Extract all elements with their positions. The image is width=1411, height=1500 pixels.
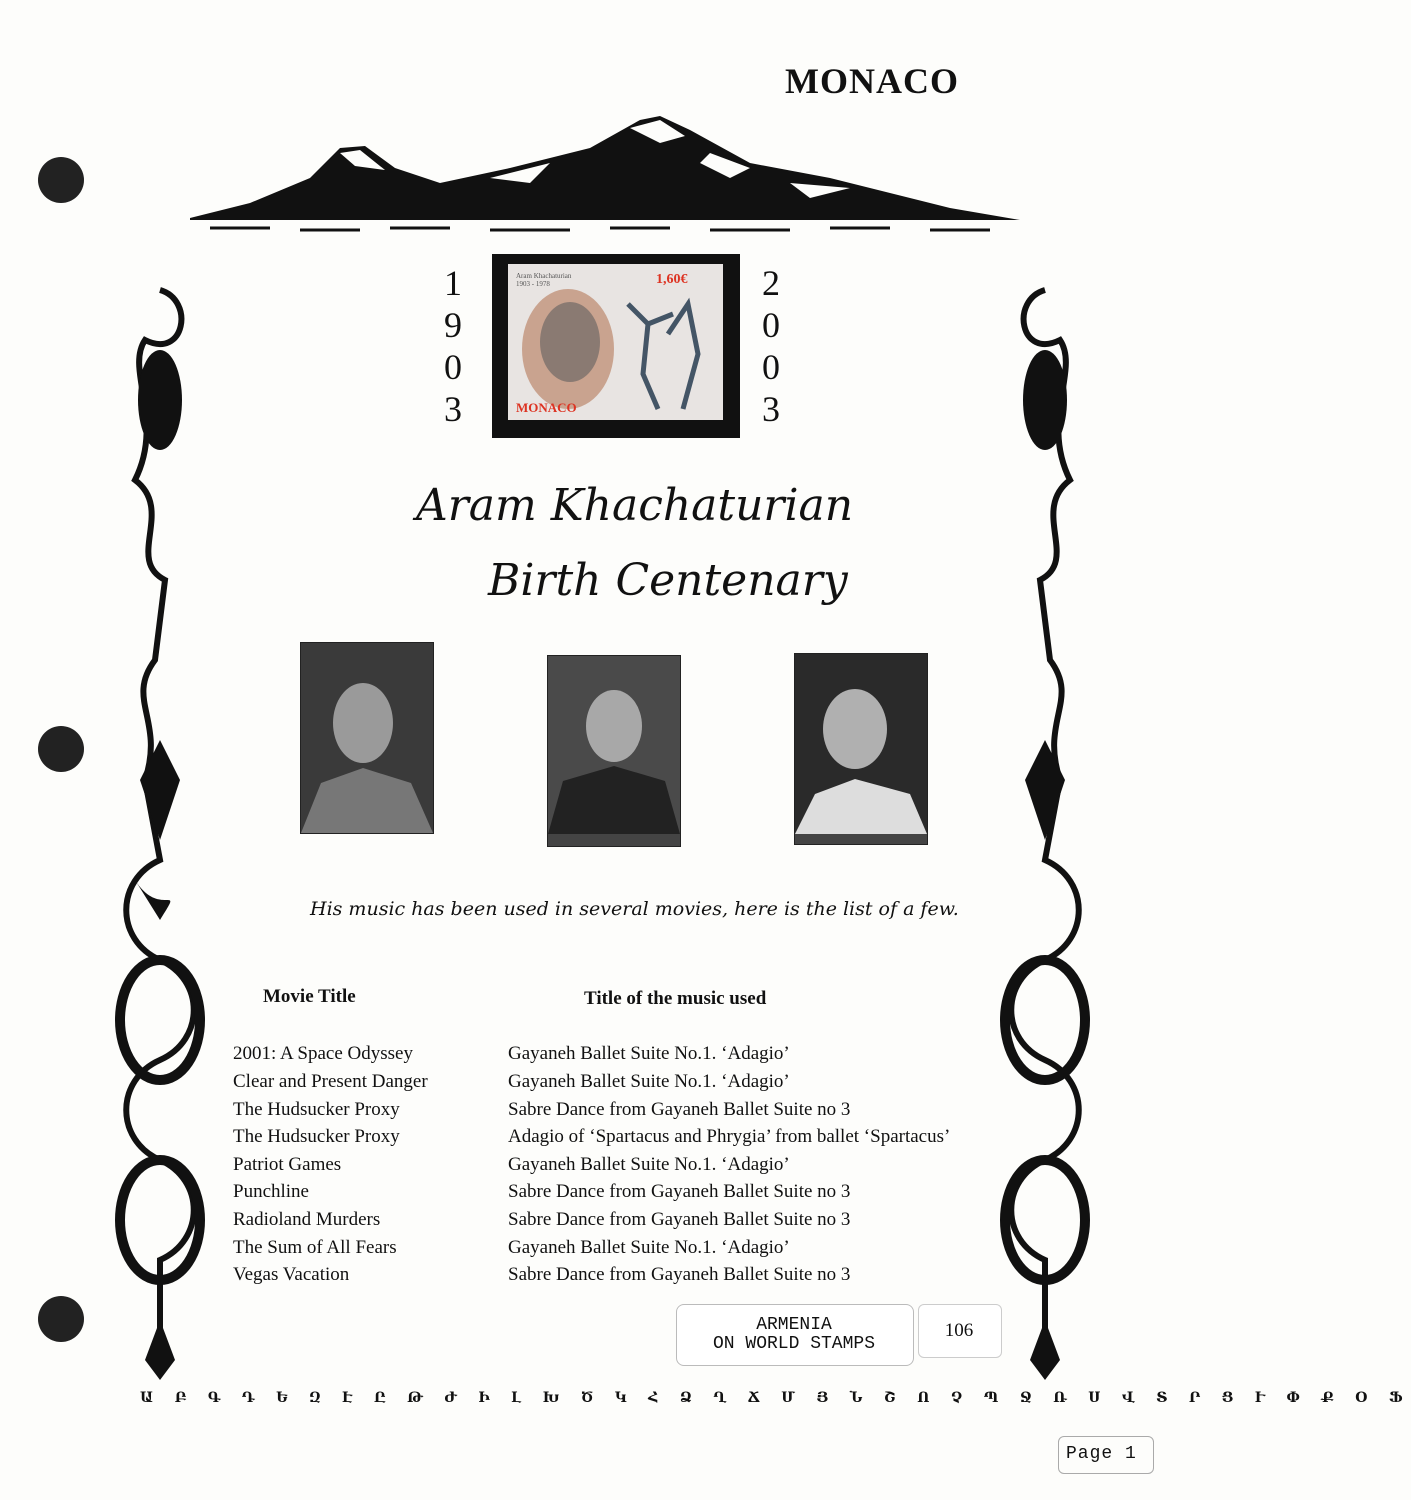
- movie-title: The Hudsucker Proxy: [233, 1126, 400, 1147]
- portrait-photo-elder: [794, 653, 928, 845]
- album-label-line-2: ON WORLD STAMPS: [712, 1334, 876, 1354]
- music-title: Adagio of ‘Spartacus and Phrygia’ from ballet ‘Spartacus’: [508, 1126, 951, 1147]
- movie-title: Radioland Murders: [233, 1209, 381, 1230]
- portrait-photo-middle: [547, 655, 681, 847]
- movie-title: Vegas Vacation: [233, 1264, 350, 1285]
- column-header-movie: Movie Title: [263, 986, 356, 1007]
- album-label-line-1: ARMENIA: [756, 1315, 832, 1335]
- music-title: Gayaneh Ballet Suite No.1. ‘Adagio’: [508, 1071, 790, 1092]
- country-title: MONACO: [785, 61, 959, 101]
- left-ornament-border: [105, 280, 215, 1380]
- music-title: Gayaneh Ballet Suite No.1. ‘Adagio’: [508, 1043, 790, 1064]
- album-number: 106: [944, 1320, 974, 1341]
- title-line-1: Aram Khachaturian: [416, 480, 854, 531]
- music-title: Sabre Dance from Gayaneh Ballet Suite no 3: [508, 1264, 851, 1285]
- armenian-alphabet: Ա Բ Գ Դ Ե Զ Է Ը Թ Ժ Ի Լ Խ Ծ Կ Հ Ձ Ղ Ճ Մ Յ Ն Շ Ո Չ Պ Ջ Ռ Ս Վ Տ Ր Ց Ւ Փ Ք Օ Ֆ: [140, 1391, 1411, 1406]
- music-title: Gayaneh Ballet Suite No.1. ‘Adagio’: [508, 1237, 790, 1258]
- binder-hole-bottom: [38, 1296, 84, 1342]
- title-line-2: Birth Centenary: [488, 555, 848, 606]
- stamp-name: Aram Khachaturian: [516, 272, 572, 280]
- page-number: Page 1: [1066, 1444, 1137, 1464]
- music-title: Sabre Dance from Gayaneh Ballet Suite no 3: [508, 1181, 851, 1202]
- album-label: [676, 1316, 912, 1354]
- music-title: Sabre Dance from Gayaneh Ballet Suite no 3: [508, 1099, 851, 1120]
- binder-hole-top: [38, 157, 84, 203]
- movie-title: The Hudsucker Proxy: [233, 1099, 400, 1120]
- movie-title: Patriot Games: [233, 1154, 342, 1175]
- year-column-right: 2 0 0 3: [762, 263, 780, 429]
- stamp: [508, 264, 723, 420]
- music-title: Gayaneh Ballet Suite No.1. ‘Adagio’: [508, 1154, 790, 1175]
- column-header-music: Title of the music used: [584, 988, 767, 1009]
- movie-title: 2001: A Space Odyssey: [233, 1043, 413, 1064]
- portrait-photo-young: [300, 642, 434, 834]
- stamp-dates: 1903 - 1978: [516, 280, 550, 288]
- stamp-value: 1,60€: [656, 272, 688, 287]
- right-ornament-border: [990, 280, 1100, 1380]
- movies-intro-text: His music has been used in several movies, here is the list of a few.: [310, 898, 959, 920]
- binder-hole-middle: [38, 726, 84, 772]
- music-title: Sabre Dance from Gayaneh Ballet Suite no 3: [508, 1209, 851, 1230]
- year-column-left: 1 9 0 3: [444, 263, 462, 429]
- movie-title: Punchline: [233, 1181, 309, 1202]
- mount-ararat-illustration: [190, 108, 1020, 238]
- movie-title: The Sum of All Fears: [233, 1237, 397, 1258]
- stamp-country: MONACO: [516, 400, 577, 415]
- movie-title: Clear and Present Danger: [233, 1071, 428, 1092]
